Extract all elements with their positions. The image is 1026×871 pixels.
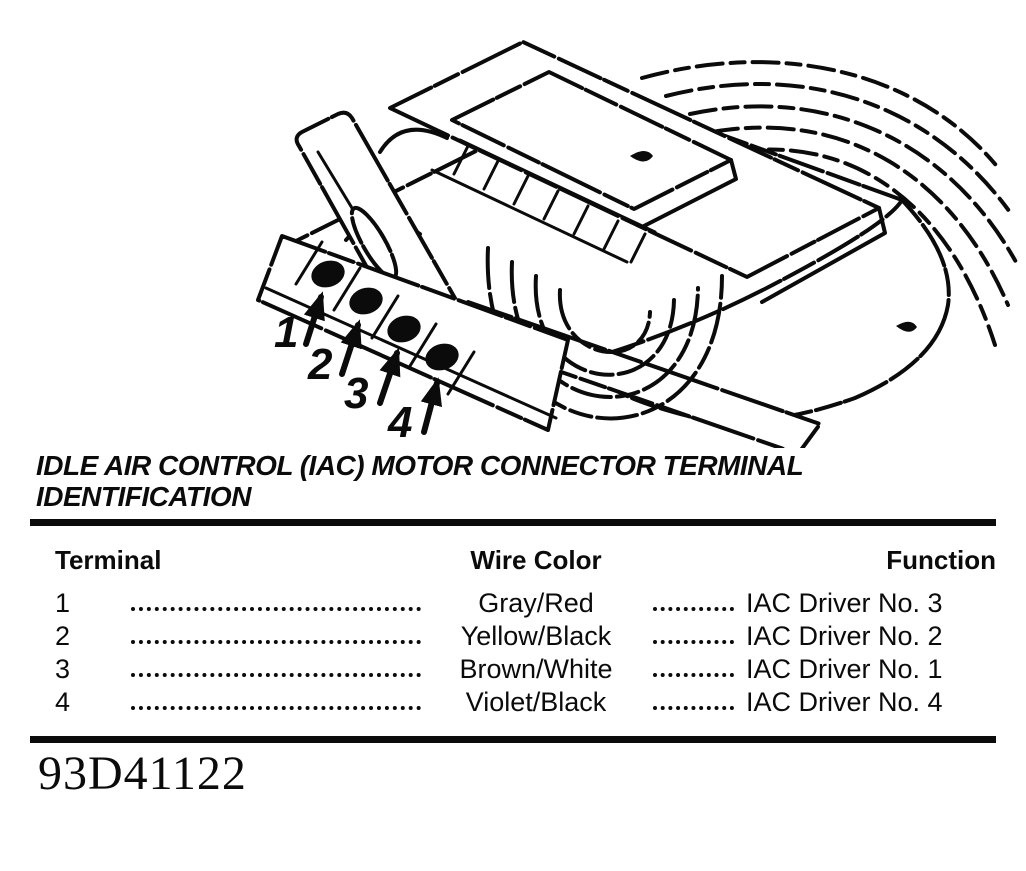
caption-line-1: IDLE AIR CONTROL (IAC) MOTOR CONNECTOR TERMINAL bbox=[36, 450, 804, 481]
divider-rule-top bbox=[30, 519, 996, 526]
wire-color-value: Brown/White bbox=[459, 654, 613, 684]
leader-dots bbox=[653, 673, 734, 677]
wire-color-value: Violet/Black bbox=[465, 687, 607, 717]
function-value: IAC Driver No. 1 bbox=[746, 654, 943, 684]
function-value: IAC Driver No. 3 bbox=[746, 588, 943, 618]
leader-dots bbox=[653, 706, 734, 710]
table-rows bbox=[55, 587, 996, 719]
terminal-number: 1 bbox=[55, 588, 71, 618]
table-row bbox=[55, 620, 996, 653]
pin-label-3: 3 bbox=[344, 369, 369, 418]
leader-dots bbox=[131, 607, 421, 611]
terminal-table bbox=[30, 547, 996, 719]
pin-arrow-4 bbox=[424, 383, 437, 432]
header-wire-color: Wire Color bbox=[470, 545, 602, 575]
wire-color-value: Yellow/Black bbox=[460, 621, 612, 651]
pin-label-4: 4 bbox=[388, 398, 413, 447]
caption-line-2: IDENTIFICATION bbox=[36, 481, 251, 512]
table-row bbox=[55, 653, 996, 686]
leader-dots bbox=[653, 640, 734, 644]
lock-arch bbox=[380, 130, 447, 152]
leader-dots bbox=[131, 673, 421, 677]
header-function: Function bbox=[886, 545, 996, 575]
pin-label-1: 1 bbox=[274, 308, 299, 357]
divider-rule-bottom bbox=[30, 736, 996, 743]
pin-label-2: 2 bbox=[308, 340, 333, 389]
leader-dots bbox=[653, 607, 734, 611]
header-terminal: Terminal bbox=[55, 545, 162, 575]
table-row bbox=[55, 686, 996, 719]
terminal-number: 3 bbox=[55, 654, 71, 684]
figure-caption bbox=[36, 450, 996, 512]
table-header-row bbox=[55, 547, 996, 574]
leader-dots bbox=[131, 706, 421, 710]
table-row bbox=[55, 587, 996, 620]
function-value: IAC Driver No. 2 bbox=[746, 621, 943, 651]
leader-dots bbox=[131, 640, 421, 644]
figure-code: 93D41122 bbox=[38, 747, 247, 800]
function-value: IAC Driver No. 4 bbox=[746, 687, 943, 717]
terminal-number: 4 bbox=[55, 687, 71, 717]
wire-color-value: Gray/Red bbox=[478, 588, 594, 618]
document-page bbox=[30, 0, 996, 801]
terminal-number: 2 bbox=[55, 621, 71, 651]
